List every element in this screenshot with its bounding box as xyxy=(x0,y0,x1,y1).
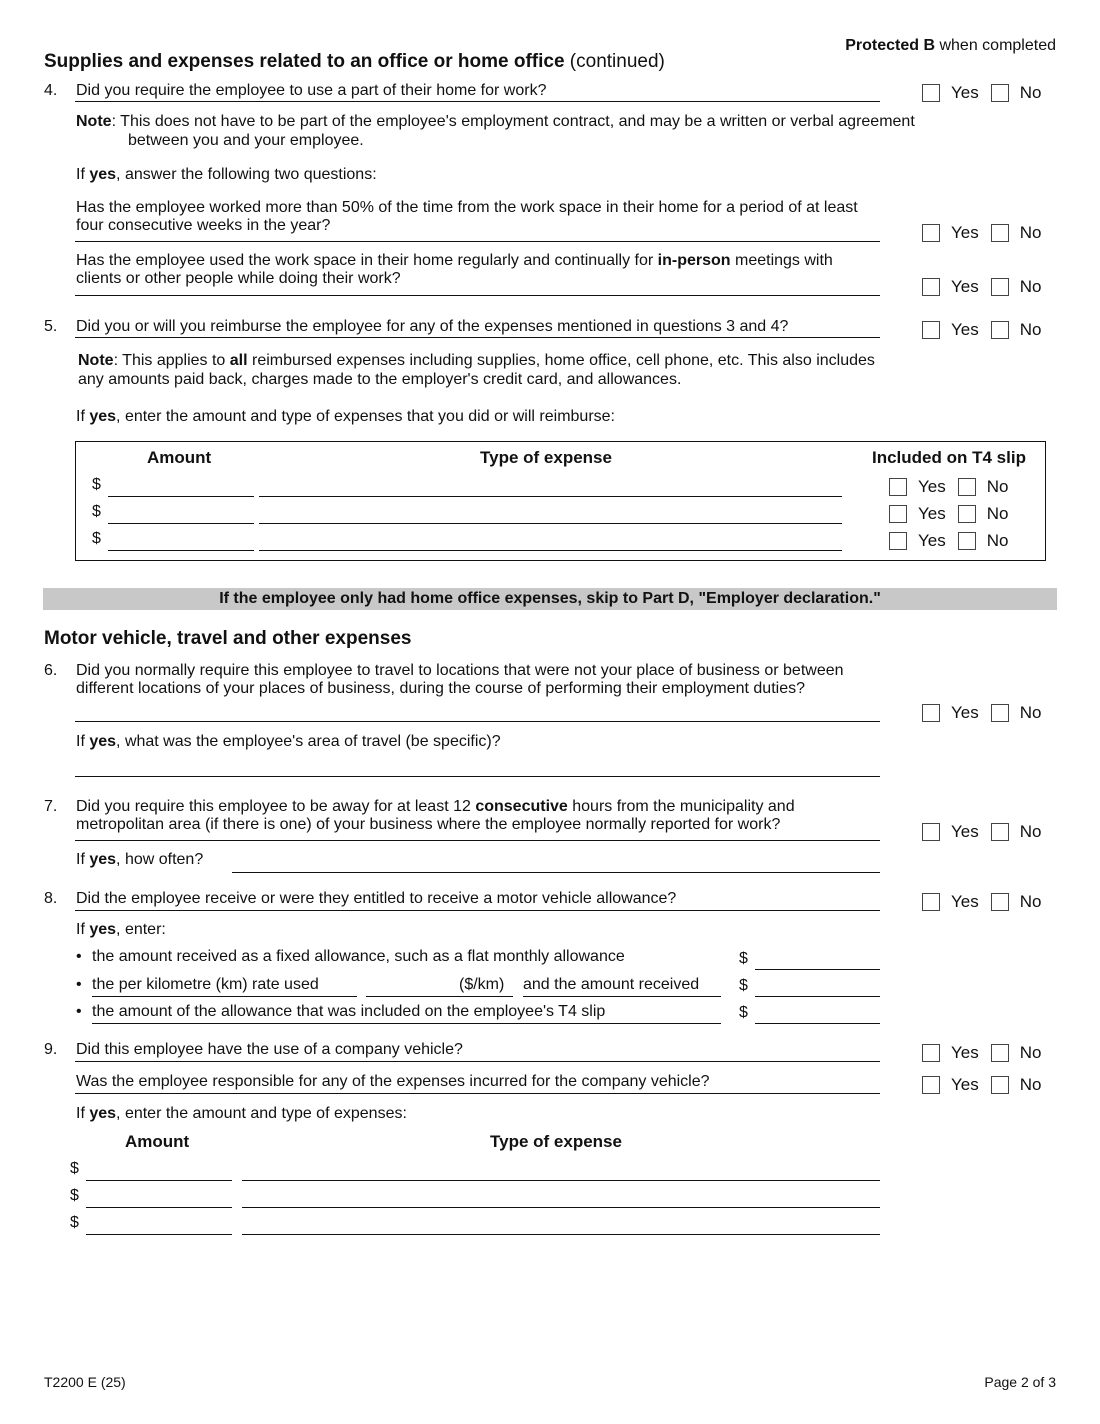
q5-underline xyxy=(75,337,880,338)
dollar-sign: $ xyxy=(92,530,101,547)
col-header-t4: Included on T4 slip xyxy=(872,448,1026,467)
q9-text: Did this employee have the use of a company vehicle? xyxy=(76,1041,463,1058)
protected-notice: Protected B when completed xyxy=(845,37,1056,54)
q6-text: Did you normally require this employee to travel to locations that were not your place of business or between different locations of your places of business, during the course of performing their employment duties? xyxy=(76,662,844,697)
q5-if-yes: If yes, enter the amount and type of expenses that you did or will reimburse: xyxy=(76,408,615,425)
dollar-sign: $ xyxy=(92,476,101,493)
q9-text2: Was the employee responsible for any of the expenses incurred for the company vehicle? xyxy=(76,1073,710,1090)
q4-sub1-underline xyxy=(75,241,880,242)
t4-yes-no-1: Yes No xyxy=(889,477,1008,497)
t4-yes-checkbox-3[interactable] xyxy=(889,532,907,550)
q8-if-yes: If yes, enter: xyxy=(76,921,166,938)
q9-sub-yes-no: Yes No xyxy=(922,1075,1041,1095)
dollar-sign: $ xyxy=(70,1187,79,1204)
q7-underline xyxy=(75,840,880,841)
q5-note: Note: This applies to all reimbursed expenses including supplies, home office, cell phone, etc. This also includes any amounts paid back, charges made to the employer's credit card, and allowances. xyxy=(78,352,875,388)
q6-if-yes: If yes, what was the employee's area of travel (be specific)? xyxy=(76,733,501,750)
dollar-sign: $ xyxy=(70,1160,79,1177)
question-number: 7. xyxy=(44,798,58,815)
q4-underline xyxy=(75,101,880,102)
t4-no-checkbox-2[interactable] xyxy=(958,505,976,523)
q8-yes-checkbox[interactable] xyxy=(922,893,940,911)
q5-yes-checkbox[interactable] xyxy=(922,321,940,339)
question-number: 5. xyxy=(44,318,58,335)
q4-note: Note: This does not have to be part of the employee's employment contract, and may be a written or verbal agreement between you and your employee. xyxy=(76,113,915,149)
page-number: Page 2 of 3 xyxy=(984,1374,1056,1390)
question-number: 4. xyxy=(44,82,58,99)
q8-per-km-unit: ($/km) xyxy=(459,976,505,993)
q9-col-header-type: Type of expense xyxy=(490,1132,622,1151)
q9-if-yes: If yes, enter the amount and type of expenses: xyxy=(76,1105,407,1122)
q4-sub2-text: Has the employee used the work space in their home regularly and continually for in-person meetings with clients or other people while doing their work? xyxy=(76,252,833,287)
amount-field-2[interactable] xyxy=(108,523,254,524)
t4-yes-checkbox-2[interactable] xyxy=(889,505,907,523)
q7-no-checkbox[interactable] xyxy=(991,823,1009,841)
q5-text: Did you or will you reimburse the employee for any of the expenses mentioned in questions 3 and 4? xyxy=(76,318,789,335)
q7-if-yes: If yes, how often? xyxy=(76,851,204,868)
q6-underline xyxy=(75,721,880,722)
q8-bullet3-underline xyxy=(92,1023,721,1024)
question-number: 6. xyxy=(44,662,58,679)
q8-bullet2-rest-underline xyxy=(523,996,721,997)
t4-no-checkbox-3[interactable] xyxy=(958,532,976,550)
q9-text2-underline xyxy=(75,1093,880,1094)
q8-bullet2: the per kilometre (km) rate used xyxy=(92,976,319,993)
q4-sub2-underline xyxy=(75,295,880,296)
question-number: 9. xyxy=(44,1041,58,1058)
q8-bullet2-underline xyxy=(92,996,357,997)
q9-type-field-1[interactable] xyxy=(242,1180,880,1181)
form-id: T2200 E (25) xyxy=(44,1374,126,1390)
q4-yes-checkbox[interactable] xyxy=(922,84,940,102)
amount-field-3[interactable] xyxy=(108,550,254,551)
dollar-sign: $ xyxy=(739,977,748,994)
q9-amount-field-3[interactable] xyxy=(86,1234,232,1235)
q8-amount-received-field[interactable] xyxy=(755,996,880,997)
q9-yes-no: Yes No xyxy=(922,1043,1041,1063)
q5-yes-no: Yes No xyxy=(922,320,1041,340)
q4-sub2-no-checkbox[interactable] xyxy=(991,278,1009,296)
q8-bullet1: the amount received as a fixed allowance, such as a flat monthly allowance xyxy=(92,948,625,965)
q4-sub1-text: Has the employee worked more than 50% of the time from the work space in their home for a period of at least four consecutive weeks in the year? xyxy=(76,199,858,234)
q8-bullet2-rest: and the amount received xyxy=(523,976,700,993)
q7-yes-checkbox[interactable] xyxy=(922,823,940,841)
q9-type-field-2[interactable] xyxy=(242,1207,880,1208)
section-title-office: Supplies and expenses related to an office or home office (continued) xyxy=(44,51,665,72)
q9-amount-field-1[interactable] xyxy=(86,1180,232,1181)
q4-text: Did you require the employee to use a part of their home for work? xyxy=(76,82,547,99)
q6-yes-no: Yes No xyxy=(922,703,1041,723)
q9-type-field-3[interactable] xyxy=(242,1234,880,1235)
q7-text: Did you require this employee to be away for at least 12 consecutive hours from the municipality and metropolitan area (if there is one) of your business where the employee normally reported for work? xyxy=(76,798,795,833)
q4-sub1-yes-no: Yes No xyxy=(922,223,1041,243)
q8-no-checkbox[interactable] xyxy=(991,893,1009,911)
q4-yes-no: Yes No xyxy=(922,83,1041,103)
q9-sub-yes-checkbox[interactable] xyxy=(922,1076,940,1094)
col-header-type: Type of expense xyxy=(480,448,612,467)
bullet-dot: • xyxy=(76,948,82,965)
q9-sub-no-checkbox[interactable] xyxy=(991,1076,1009,1094)
q9-underline xyxy=(75,1061,880,1062)
t4-yes-no-2: Yes No xyxy=(889,504,1008,524)
q8-bullet3: the amount of the allowance that was included on the employee's T4 slip xyxy=(92,1003,606,1020)
q4-sub2-yes-checkbox[interactable] xyxy=(922,278,940,296)
q7-how-often-field[interactable] xyxy=(232,872,880,873)
q4-no-checkbox[interactable] xyxy=(991,84,1009,102)
t4-no-checkbox-1[interactable] xyxy=(958,478,976,496)
q8-t4-allowance-field[interactable] xyxy=(755,1023,880,1024)
bullet-dot: • xyxy=(76,976,82,993)
t4-yes-checkbox-1[interactable] xyxy=(889,478,907,496)
t4-yes-no-3: Yes No xyxy=(889,531,1008,551)
q9-amount-field-2[interactable] xyxy=(86,1207,232,1208)
amount-field-1[interactable] xyxy=(108,496,254,497)
dollar-sign: $ xyxy=(92,503,101,520)
q4-sub1-yes-checkbox[interactable] xyxy=(922,224,940,242)
q8-underline xyxy=(75,910,880,911)
q8-fixed-allowance-field[interactable] xyxy=(755,969,880,970)
question-number: 8. xyxy=(44,890,58,907)
dollar-sign: $ xyxy=(70,1214,79,1231)
q4-sub2-yes-no: Yes No xyxy=(922,277,1041,297)
q6-travel-area-field[interactable] xyxy=(75,776,880,777)
type-field-2[interactable] xyxy=(259,523,842,524)
type-field-1[interactable] xyxy=(259,496,842,497)
col-header-amount: Amount xyxy=(147,448,212,467)
q5-no-checkbox[interactable] xyxy=(991,321,1009,339)
bullet-dot: • xyxy=(76,1003,82,1020)
type-field-3[interactable] xyxy=(259,550,842,551)
q7-yes-no: Yes No xyxy=(922,822,1041,842)
section-title-motor-vehicle: Motor vehicle, travel and other expenses xyxy=(44,628,412,649)
q4-if-yes: If yes, answer the following two questions: xyxy=(76,166,377,183)
q8-per-km-rate-field[interactable] xyxy=(366,996,513,997)
q9-col-header-amount: Amount xyxy=(125,1132,190,1151)
dollar-sign: $ xyxy=(739,1004,748,1021)
q9-yes-checkbox[interactable] xyxy=(922,1044,940,1062)
skip-banner: If the employee only had home office expenses, skip to Part D, "Employer declaration." xyxy=(43,588,1057,610)
q8-yes-no: Yes No xyxy=(922,892,1041,912)
q9-no-checkbox[interactable] xyxy=(991,1044,1009,1062)
q4-sub1-no-checkbox[interactable] xyxy=(991,224,1009,242)
dollar-sign: $ xyxy=(739,950,748,967)
reimbursement-table xyxy=(75,441,1046,561)
q6-yes-checkbox[interactable] xyxy=(922,704,940,722)
q8-text: Did the employee receive or were they entitled to receive a motor vehicle allowance? xyxy=(76,890,677,907)
q6-no-checkbox[interactable] xyxy=(991,704,1009,722)
